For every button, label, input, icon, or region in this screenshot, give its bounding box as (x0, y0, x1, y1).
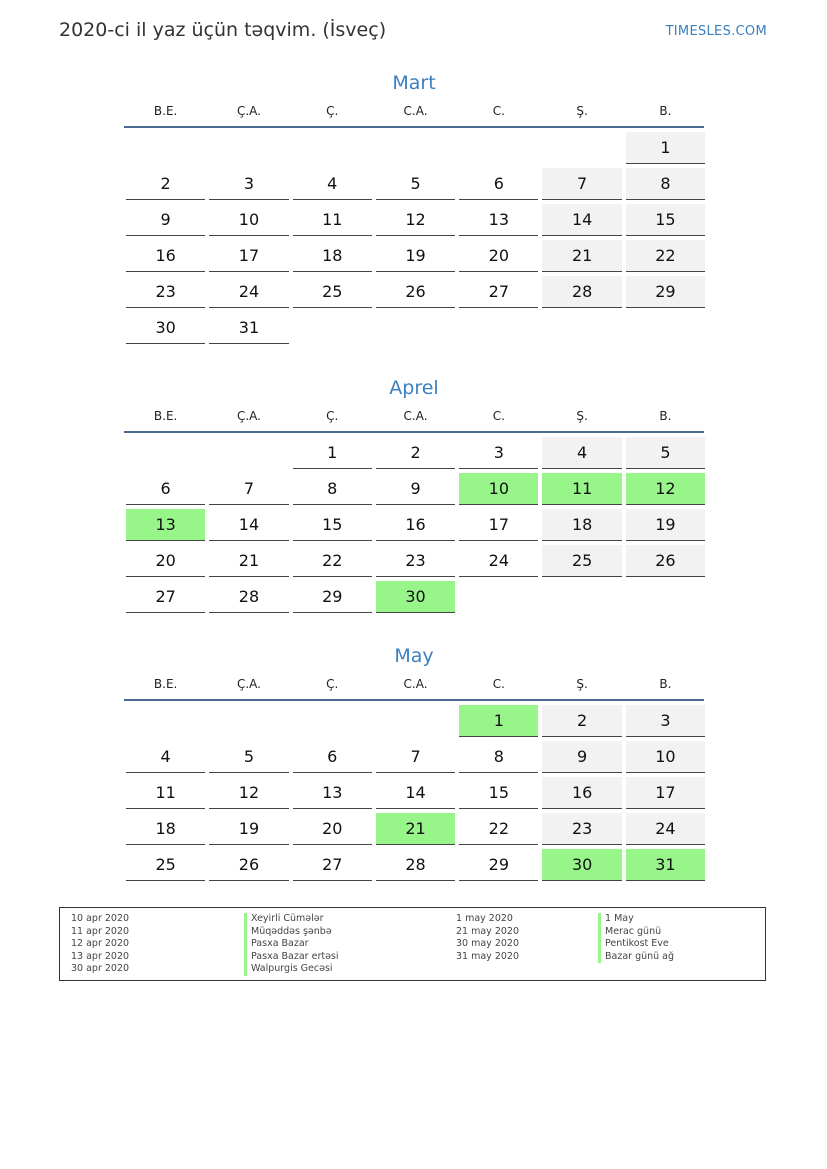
week-grid (124, 132, 704, 348)
empty-day-cell (374, 705, 457, 741)
day-number: 27 (293, 849, 372, 881)
day-cell (291, 813, 374, 849)
day-number: 25 (293, 276, 372, 308)
day-number: 6 (459, 168, 538, 200)
day-number: 8 (293, 473, 372, 505)
legend-holiday-name: 1 May (598, 913, 674, 926)
day-number (209, 705, 288, 736)
weekday-label: Ç.A. (236, 104, 261, 118)
day-cell (374, 204, 457, 240)
day-cell (291, 741, 374, 777)
weekday-label: C.A. (403, 677, 428, 691)
brand-link[interactable]: TIMESLES.COM (665, 24, 767, 39)
day-number: 21 (209, 545, 288, 577)
day-cell (207, 204, 290, 240)
legend-holiday-name: Merac günü (598, 926, 674, 939)
empty-day-cell (457, 312, 540, 348)
day-cell (374, 509, 457, 545)
day-number: 18 (542, 509, 621, 541)
day-cell (540, 473, 623, 509)
day-cell (624, 204, 707, 240)
day-number: 23 (376, 545, 455, 577)
empty-day-cell (291, 705, 374, 741)
day-number: 5 (376, 168, 455, 200)
day-cell (540, 437, 623, 473)
day-number: 14 (542, 204, 621, 236)
weekday-label: B. (659, 104, 672, 118)
week-grid (124, 437, 704, 617)
day-cell (291, 437, 374, 473)
day-cell (124, 473, 207, 509)
week-row (124, 132, 704, 168)
day-number: 8 (626, 168, 705, 200)
day-number: 7 (376, 741, 455, 773)
day-number: 22 (459, 813, 538, 845)
day-cell (124, 849, 207, 885)
day-cell (624, 777, 707, 813)
day-cell (624, 813, 707, 849)
day-cell (291, 276, 374, 312)
day-number: 3 (459, 437, 538, 469)
day-number (459, 132, 538, 163)
day-number: 20 (293, 813, 372, 845)
day-number: 21 (376, 813, 455, 845)
day-cell (207, 276, 290, 312)
week-row (124, 545, 704, 581)
empty-day-cell (124, 705, 207, 741)
day-number: 14 (209, 509, 288, 541)
day-cell (124, 204, 207, 240)
page-title: 2020-ci il yaz üçün təqvim. (İsveç) (59, 19, 387, 41)
day-number (293, 132, 372, 163)
day-cell (540, 545, 623, 581)
weekday-label: C.A. (403, 409, 428, 423)
empty-day-cell (457, 132, 540, 168)
day-number (376, 705, 455, 736)
day-number: 17 (459, 509, 538, 541)
day-number: 24 (459, 545, 538, 577)
day-number: 4 (293, 168, 372, 200)
day-number: 3 (626, 705, 705, 737)
day-cell (457, 705, 540, 741)
legend-holiday-date: 31 may 2020 (456, 950, 520, 962)
day-cell (540, 813, 623, 849)
day-number: 15 (459, 777, 538, 809)
day-number: 9 (542, 741, 621, 773)
day-cell (207, 741, 290, 777)
day-number: 12 (376, 204, 455, 236)
empty-day-cell (124, 132, 207, 168)
month-may (124, 643, 704, 885)
day-cell (457, 545, 540, 581)
weekday-header (124, 409, 704, 433)
weekday-label: B. (659, 677, 672, 691)
day-number: 4 (542, 437, 621, 469)
legend-dates-col-1 (71, 913, 129, 976)
day-number: 2 (126, 168, 205, 200)
week-row (124, 509, 704, 545)
month-april (124, 375, 704, 617)
day-number: 23 (542, 813, 621, 845)
day-cell (207, 509, 290, 545)
day-number: 28 (209, 581, 288, 613)
day-number: 19 (626, 509, 705, 541)
day-cell (624, 509, 707, 545)
day-cell (540, 204, 623, 240)
day-number: 24 (209, 276, 288, 308)
day-number (126, 132, 205, 163)
month-title: Mart (392, 72, 436, 94)
weekday-label: C.A. (403, 104, 428, 118)
day-number (209, 132, 288, 163)
day-cell (124, 777, 207, 813)
empty-day-cell (374, 132, 457, 168)
day-number: 19 (376, 240, 455, 272)
day-cell (291, 509, 374, 545)
weekday-label: Ç. (326, 677, 339, 691)
legend-holiday-name: Xeyirli Cümələr (244, 913, 339, 926)
week-row (124, 741, 704, 777)
legend-names-col-1 (244, 913, 339, 976)
day-cell (124, 509, 207, 545)
day-number: 12 (209, 777, 288, 809)
day-cell (124, 741, 207, 777)
legend-holiday-date: 10 apr 2020 (71, 913, 130, 924)
weekday-label: Ş. (576, 104, 588, 118)
week-row (124, 240, 704, 276)
day-cell (457, 473, 540, 509)
legend-holiday-name: Pasxa Bazar (244, 938, 339, 951)
day-cell (374, 813, 457, 849)
day-cell (624, 705, 707, 741)
week-row (124, 204, 704, 240)
day-number: 21 (542, 240, 621, 272)
legend-holiday-date: 30 apr 2020 (71, 963, 130, 975)
day-number: 29 (293, 581, 372, 613)
legend-holiday-date: 13 apr 2020 (71, 950, 130, 962)
day-number: 15 (626, 204, 705, 236)
day-number: 13 (459, 204, 538, 236)
day-number: 20 (459, 240, 538, 272)
holiday-legend (59, 907, 766, 981)
legend-holiday-date: 1 may 2020 (456, 913, 513, 924)
empty-day-cell (207, 705, 290, 741)
week-grid (124, 705, 704, 885)
empty-day-cell (124, 437, 207, 473)
day-number: 7 (542, 168, 621, 200)
empty-day-cell (207, 437, 290, 473)
day-cell (207, 545, 290, 581)
day-number: 9 (126, 204, 205, 236)
day-number (376, 132, 455, 163)
day-number: 11 (542, 473, 621, 505)
day-number: 23 (126, 276, 205, 308)
day-number: 5 (626, 437, 705, 469)
day-cell (374, 276, 457, 312)
weekday-label: Ç.A. (236, 409, 261, 423)
day-cell (374, 581, 457, 617)
legend-holiday-name: Pentikost Eve (598, 938, 674, 951)
weekday-label: B.E. (153, 677, 178, 691)
week-row (124, 581, 704, 617)
weekday-label: Ç. (326, 104, 339, 118)
day-number: 15 (293, 509, 372, 541)
month-march (124, 70, 704, 348)
day-cell (207, 581, 290, 617)
day-cell (207, 777, 290, 813)
legend-holiday-date: 30 may 2020 (456, 938, 520, 950)
day-cell (540, 741, 623, 777)
day-cell (457, 849, 540, 885)
weekday-label: B. (659, 409, 672, 423)
day-number (126, 705, 205, 736)
day-cell (207, 813, 290, 849)
day-cell (540, 168, 623, 204)
day-number: 29 (626, 276, 705, 308)
day-cell (624, 240, 707, 276)
day-number: 28 (376, 849, 455, 881)
day-number: 30 (126, 312, 205, 344)
day-cell (540, 276, 623, 312)
week-row (124, 705, 704, 741)
day-number: 24 (626, 813, 705, 845)
empty-day-cell (540, 312, 623, 348)
day-number: 16 (126, 240, 205, 272)
day-cell (624, 545, 707, 581)
day-number: 16 (542, 777, 621, 809)
week-row (124, 777, 704, 813)
day-number: 25 (542, 545, 621, 577)
day-cell (291, 473, 374, 509)
day-cell (457, 741, 540, 777)
weekday-label: Ç. (326, 409, 339, 423)
legend-holiday-name: Bazar günü ağ (598, 951, 674, 964)
week-row (124, 437, 704, 473)
weekday-label: Ç.A. (236, 677, 261, 691)
day-cell (374, 545, 457, 581)
empty-day-cell (291, 312, 374, 348)
day-number: 3 (209, 168, 288, 200)
day-number: 1 (626, 132, 705, 164)
day-cell (291, 240, 374, 276)
day-number: 17 (626, 777, 705, 809)
day-cell (624, 741, 707, 777)
day-number (459, 581, 538, 612)
day-cell (457, 777, 540, 813)
day-cell (124, 240, 207, 276)
day-cell (374, 240, 457, 276)
day-number: 7 (209, 473, 288, 505)
day-cell (457, 509, 540, 545)
legend-holiday-name: Pasxa Bazar ertəsi (244, 951, 339, 964)
day-number: 25 (126, 849, 205, 881)
day-cell (374, 437, 457, 473)
day-cell (457, 204, 540, 240)
day-number: 2 (542, 705, 621, 737)
day-number (459, 312, 538, 343)
day-number (126, 437, 205, 468)
day-cell (374, 473, 457, 509)
day-number: 1 (293, 437, 372, 469)
week-row (124, 813, 704, 849)
day-cell (124, 581, 207, 617)
week-row (124, 276, 704, 312)
week-row (124, 168, 704, 204)
day-number: 11 (126, 777, 205, 809)
week-row (124, 473, 704, 509)
day-number: 5 (209, 741, 288, 773)
day-cell (624, 168, 707, 204)
day-cell (207, 473, 290, 509)
legend-dates-col-2 (456, 913, 519, 963)
legend-holiday-name: Müqəddəs şənbə (244, 926, 339, 939)
day-number: 26 (376, 276, 455, 308)
day-number: 26 (209, 849, 288, 881)
weekday-label: Ş. (576, 409, 588, 423)
day-cell (291, 581, 374, 617)
empty-day-cell (540, 132, 623, 168)
day-number: 29 (459, 849, 538, 881)
day-number: 1 (459, 705, 538, 737)
day-cell (624, 276, 707, 312)
week-row (124, 849, 704, 885)
day-cell (540, 240, 623, 276)
legend-names-col-2 (598, 913, 674, 963)
day-number: 22 (293, 545, 372, 577)
day-number: 27 (126, 581, 205, 613)
day-cell (124, 312, 207, 348)
empty-day-cell (291, 132, 374, 168)
day-number (542, 132, 621, 163)
day-cell (374, 849, 457, 885)
day-cell (624, 849, 707, 885)
month-title: May (394, 645, 434, 667)
day-number (626, 312, 705, 343)
day-number (542, 312, 621, 343)
weekday-label: B.E. (153, 104, 178, 118)
day-cell (457, 240, 540, 276)
day-cell (457, 276, 540, 312)
day-number: 13 (293, 777, 372, 809)
day-number: 10 (209, 204, 288, 236)
day-number (376, 312, 455, 343)
day-number (542, 581, 621, 612)
day-number: 10 (626, 741, 705, 773)
day-cell (624, 132, 707, 168)
day-cell (374, 168, 457, 204)
day-number (626, 581, 705, 612)
weekday-label: C. (492, 677, 505, 691)
day-number: 6 (293, 741, 372, 773)
week-row (124, 312, 704, 348)
day-cell (540, 509, 623, 545)
day-number: 6 (126, 473, 205, 505)
empty-day-cell (624, 581, 707, 617)
day-number: 16 (376, 509, 455, 541)
empty-day-cell (540, 581, 623, 617)
day-number: 28 (542, 276, 621, 308)
day-number: 18 (126, 813, 205, 845)
day-number: 20 (126, 545, 205, 577)
weekday-label: Ş. (576, 677, 588, 691)
day-cell (207, 312, 290, 348)
day-number: 18 (293, 240, 372, 272)
day-cell (624, 473, 707, 509)
day-cell (207, 849, 290, 885)
day-cell (540, 705, 623, 741)
day-cell (124, 545, 207, 581)
day-cell (291, 777, 374, 813)
empty-day-cell (374, 312, 457, 348)
legend-holiday-date: 21 may 2020 (456, 925, 520, 937)
day-cell (291, 545, 374, 581)
day-number (209, 437, 288, 468)
day-number: 22 (626, 240, 705, 272)
day-cell (207, 240, 290, 276)
legend-holiday-date: 12 apr 2020 (71, 938, 130, 950)
day-cell (124, 813, 207, 849)
day-cell (207, 168, 290, 204)
weekday-header (124, 677, 704, 701)
day-number: 9 (376, 473, 455, 505)
day-number: 4 (126, 741, 205, 773)
day-cell (457, 168, 540, 204)
day-cell (540, 777, 623, 813)
empty-day-cell (457, 581, 540, 617)
weekday-header (124, 104, 704, 128)
day-number: 27 (459, 276, 538, 308)
weekday-label: C. (492, 104, 505, 118)
weekday-label: B.E. (153, 409, 178, 423)
legend-holiday-name: Walpurgis Gecəsi (244, 963, 339, 976)
day-number: 12 (626, 473, 705, 505)
day-number: 30 (376, 581, 455, 613)
day-number: 30 (542, 849, 621, 881)
month-title: Aprel (389, 377, 439, 399)
day-number: 2 (376, 437, 455, 469)
day-cell (291, 204, 374, 240)
day-number: 11 (293, 204, 372, 236)
day-cell (291, 849, 374, 885)
day-cell (291, 168, 374, 204)
day-number (293, 705, 372, 736)
day-number: 26 (626, 545, 705, 577)
day-number: 31 (209, 312, 288, 344)
weekday-label: C. (492, 409, 505, 423)
day-number: 10 (459, 473, 538, 505)
day-cell (124, 276, 207, 312)
day-number: 31 (626, 849, 705, 881)
day-number: 14 (376, 777, 455, 809)
legend-holiday-date: 11 apr 2020 (71, 925, 130, 937)
day-cell (624, 437, 707, 473)
day-cell (374, 741, 457, 777)
day-number: 17 (209, 240, 288, 272)
day-cell (540, 849, 623, 885)
day-cell (457, 813, 540, 849)
day-number: 8 (459, 741, 538, 773)
day-number: 13 (126, 509, 205, 541)
day-cell (457, 437, 540, 473)
day-number: 19 (209, 813, 288, 845)
day-cell (124, 168, 207, 204)
empty-day-cell (624, 312, 707, 348)
empty-day-cell (207, 132, 290, 168)
day-cell (374, 777, 457, 813)
day-number (293, 312, 372, 343)
